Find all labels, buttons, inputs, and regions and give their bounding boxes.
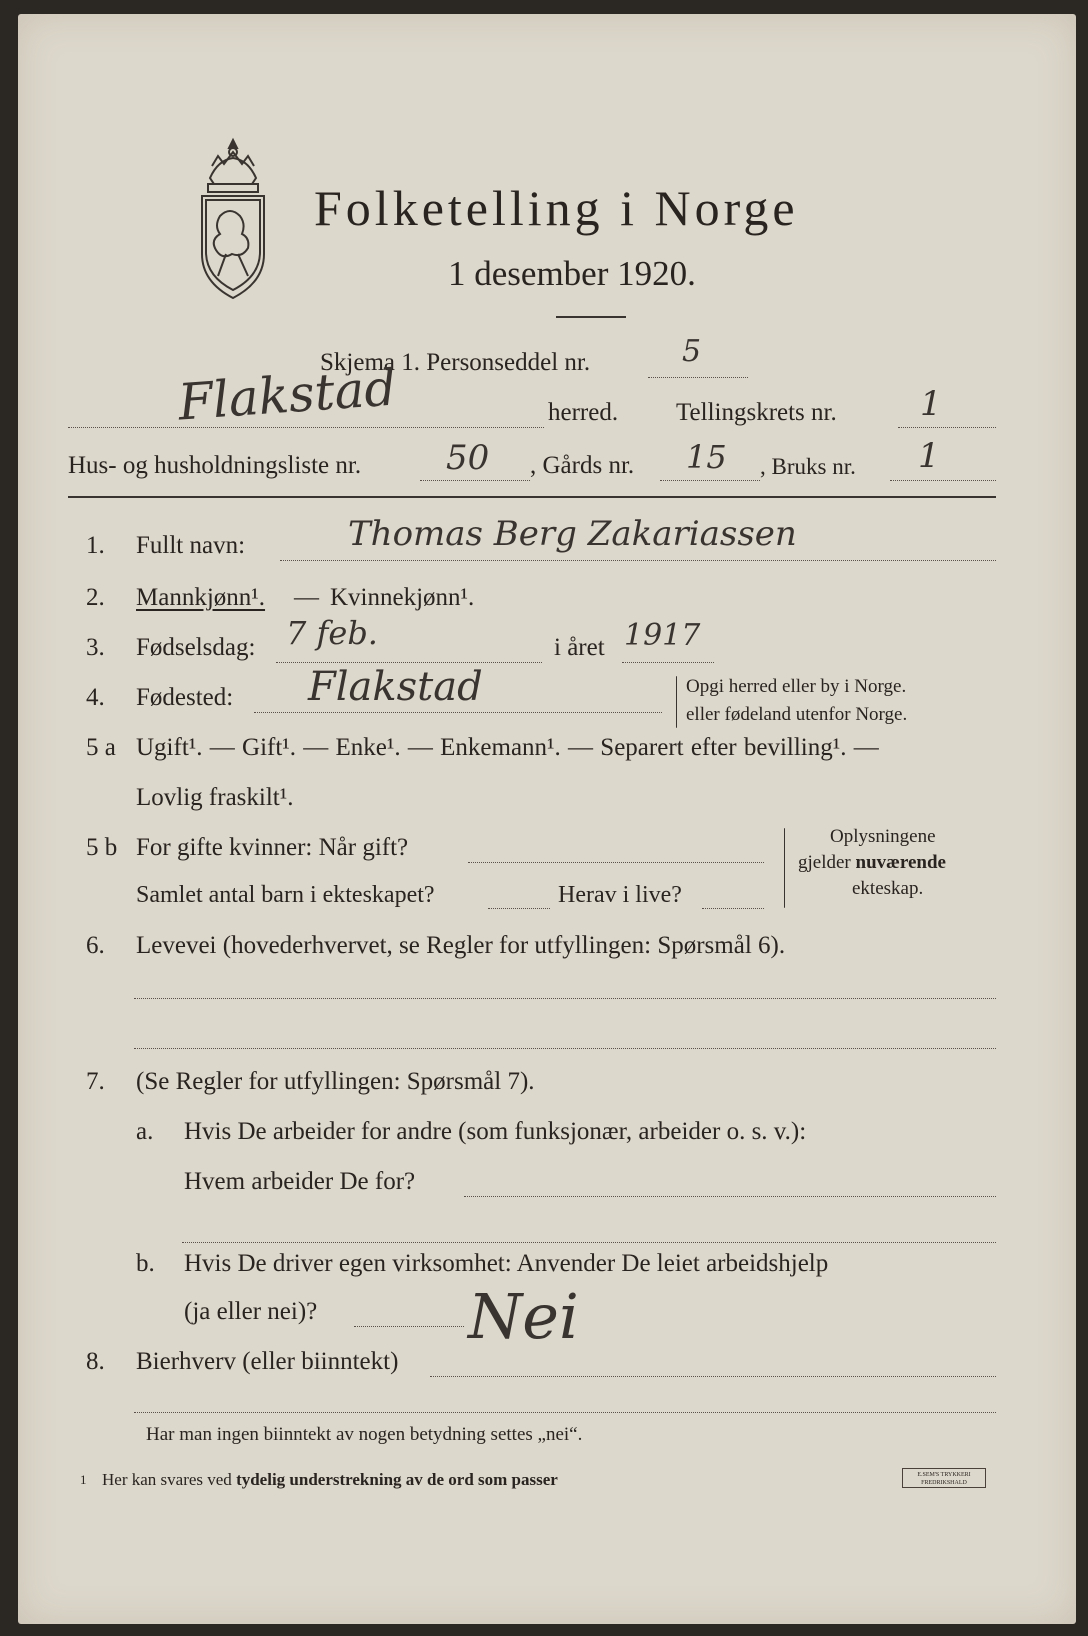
q2-number: 2.	[86, 584, 105, 611]
footnote-text: Her kan svares ved tydelig understrekning av de ord som passer	[102, 1470, 558, 1489]
tellingskrets-field-line	[898, 427, 996, 428]
q7b-label: Hvis De driver egen virksomhet: Anvender De leiet arbeidshjelp	[184, 1250, 829, 1277]
husholdningsliste-number[interactable]: 50	[446, 438, 490, 478]
herred-field-line	[68, 427, 544, 428]
form-title: Folketelling i Norge	[314, 180, 799, 236]
q7-number: 7.	[86, 1068, 105, 1095]
tellingskrets-label: Tellingskrets nr.	[676, 399, 837, 426]
q3-number: 3.	[86, 634, 105, 661]
biinntekt-note: Har man ingen biinntekt av nogen betydning settes „nei“.	[146, 1424, 583, 1445]
q4-number: 4.	[86, 684, 105, 711]
husholdningsliste-field-line	[420, 480, 530, 481]
q5b-number: 5 b	[86, 834, 118, 861]
q5b-alive-label: Herav i live?	[558, 882, 682, 908]
printer-stamp: E.SEM'S TRYKKERI FREDRIKSHALD	[902, 1468, 986, 1488]
q7-label: (Se Regler for utfyllingen: Spørsmål 7).	[136, 1068, 535, 1095]
q5a-options[interactable]: Ugift¹. — Gift¹. — Enke¹. — Enkemann¹. — Separert efter bevilling¹. —	[136, 734, 879, 761]
birth-year-value[interactable]: 1917	[624, 618, 701, 653]
herred-value[interactable]: Flakstad	[176, 358, 399, 432]
bruks-field-line	[890, 480, 996, 481]
q5a-number: 5 a	[86, 734, 116, 761]
q7b-letter: b.	[136, 1250, 155, 1277]
gards-label: , Gårds nr.	[530, 452, 635, 479]
bruks-label: , Bruks nr.	[760, 454, 856, 479]
bruks-number[interactable]: 1	[918, 436, 940, 476]
q5b-children-field[interactable]	[488, 908, 550, 909]
q3-field-line	[276, 662, 542, 663]
q1-number: 1.	[86, 532, 105, 559]
q1-label: Fullt navn:	[136, 532, 246, 559]
q5b-note-line-1: Oplysningene	[830, 826, 936, 847]
q4-label: Fødested:	[136, 684, 234, 711]
footnote-mark: 1	[80, 1472, 87, 1487]
birthplace-value[interactable]: Flakstad	[308, 664, 483, 710]
header-separator	[68, 496, 996, 498]
q6-number: 6.	[86, 932, 105, 959]
tellingskrets-number[interactable]: 1	[920, 384, 942, 424]
q5a-options-cont[interactable]: Lovlig fraskilt¹.	[136, 784, 294, 811]
q2-female-option[interactable]: Kvinnekjønn¹.	[330, 584, 475, 611]
q8-field-line[interactable]	[430, 1376, 996, 1377]
q7a-letter: a.	[136, 1118, 154, 1145]
q6-field-line-1[interactable]	[134, 998, 996, 999]
birthday-value[interactable]: 7 feb.	[286, 614, 378, 652]
q3-label: Fødselsdag:	[136, 634, 256, 661]
q7b-yes-no-label: (ja eller nei)?	[184, 1298, 318, 1325]
q3-year-field-line	[622, 662, 714, 663]
q5b-married-when-label: For gifte kvinner: Når gift?	[136, 834, 409, 861]
q7a-employer-field-2[interactable]	[182, 1242, 996, 1243]
census-date: 1 desember 1920.	[448, 254, 696, 293]
q5b-married-when-field[interactable]	[468, 862, 764, 863]
q6-field-line-2[interactable]	[134, 1048, 996, 1049]
q5b-note-line-2: gjelder nuværende	[798, 852, 946, 873]
q8-label: Bierhverv (eller biinntekt)	[136, 1348, 399, 1375]
q7a-employer-label: Hvem arbeider De for?	[184, 1168, 416, 1195]
personseddel-field-line	[648, 377, 748, 378]
gards-number[interactable]: 15	[686, 438, 727, 476]
skjema-label: Skjema 1. Personseddel nr.	[320, 349, 591, 376]
q7b-yes-no-field[interactable]	[354, 1326, 464, 1327]
census-form-page	[18, 14, 1076, 1624]
q5b-alive-field[interactable]	[702, 908, 764, 909]
q4-note-brace	[676, 676, 677, 728]
q6-label: Levevei (hovederhvervet, se Regler for utfyllingen: Spørsmål 6).	[136, 932, 786, 959]
q4-field-line	[254, 712, 662, 713]
personseddel-number[interactable]: 5	[682, 334, 702, 369]
q4-note-line-2: eller fødeland utenfor Norge.	[686, 704, 908, 725]
q8-field-line-2[interactable]	[134, 1412, 996, 1413]
q2-male-option[interactable]: Mannkjønn¹.	[136, 584, 266, 611]
q5b-note-brace	[784, 828, 785, 908]
q2-separator: —	[294, 584, 319, 611]
q7a-employer-field[interactable]	[464, 1196, 996, 1197]
q5b-children-label: Samlet antal barn i ekteskapet?	[136, 882, 435, 908]
full-name-value[interactable]: Thomas Berg Zakariassen	[348, 514, 797, 554]
q5b-note-line-3: ekteskap.	[852, 878, 924, 899]
q8-number: 8.	[86, 1348, 105, 1375]
q4-note-line-1: Opgi herred eller by i Norge.	[686, 676, 907, 697]
q1-field-line	[280, 560, 996, 561]
q7a-label: Hvis De arbeider for andre (som funksjonær, arbeider o. s. v.):	[184, 1118, 807, 1145]
herred-label: herred.	[548, 399, 619, 426]
title-divider	[556, 316, 626, 318]
husholdningsliste-label: Hus- og husholdningsliste nr.	[68, 452, 362, 479]
gards-field-line	[660, 480, 760, 481]
q7b-answer[interactable]: Nei	[468, 1280, 579, 1353]
norwegian-coat-of-arms	[190, 136, 276, 306]
q3-year-label: i året	[554, 634, 605, 661]
